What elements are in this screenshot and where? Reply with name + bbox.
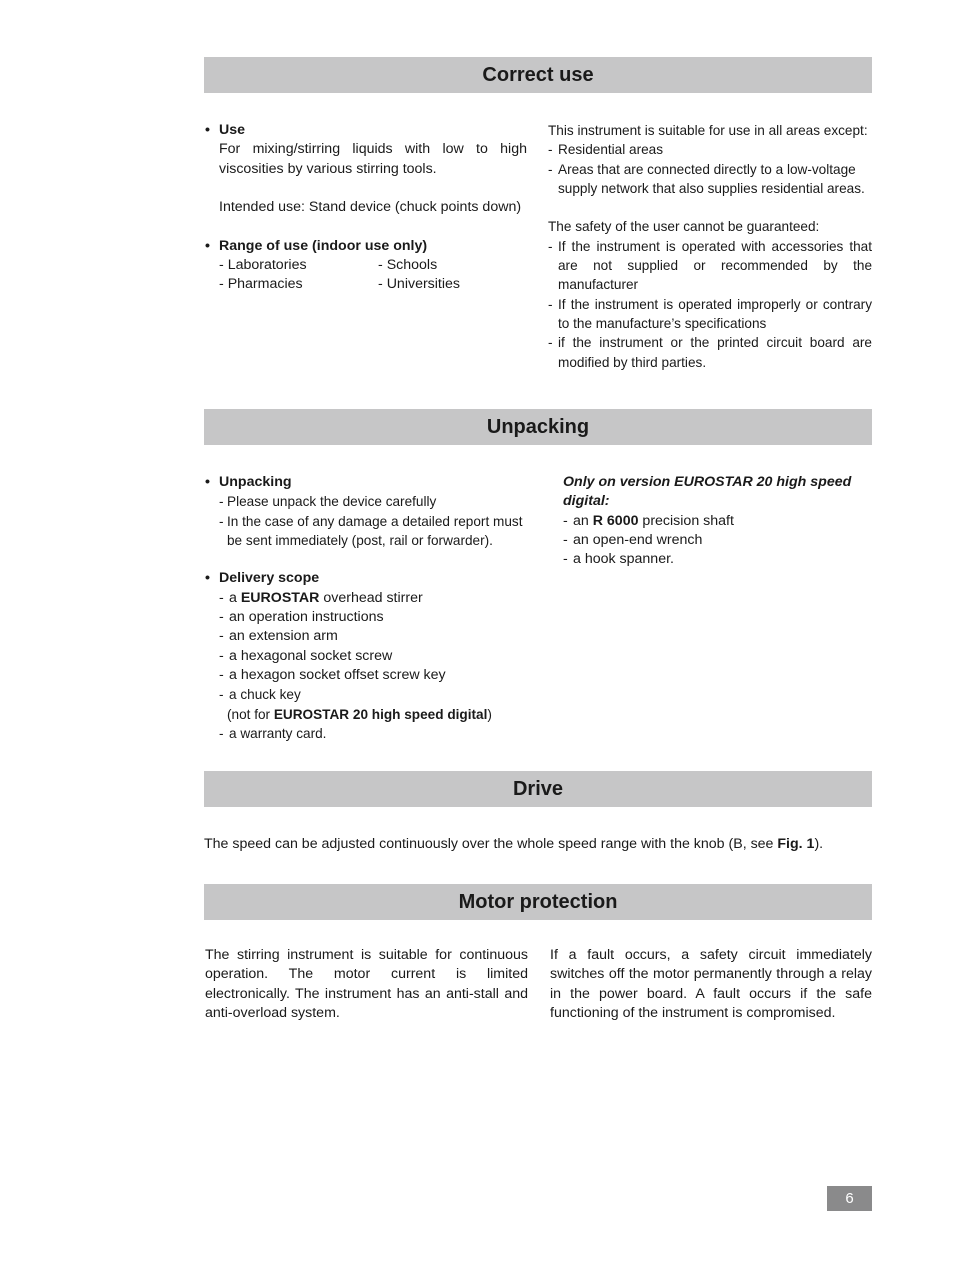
range-item: - Pharmacies xyxy=(219,276,303,293)
bullet-icon: • xyxy=(205,122,210,138)
delivery-item: - an operation instructions xyxy=(219,609,384,626)
safety-intro: The safety of the user cannot be guaranteed: xyxy=(548,219,820,235)
correct-use-right-column xyxy=(548,121,872,372)
range-item: - Universities xyxy=(378,276,461,293)
range-heading: Range of use (indoor use only) xyxy=(219,237,428,254)
section-header-drive: Drive xyxy=(204,771,872,807)
section-header-motor-protection: Motor protection xyxy=(204,884,872,920)
motor-protection-left-text: The stirring instrument is suitable for continuous operation. The motor current is limited electronically. The instrument has an anti-stall and anti-overload system. xyxy=(205,947,528,1021)
safety-item: - If the instrument is operated improperly or contrary to the manufacture’s specifications xyxy=(548,296,872,331)
section-header-unpacking: Unpacking xyxy=(204,409,872,445)
delivery-bullet xyxy=(205,569,535,588)
delivery-item-note: (not for EUROSTAR 20 high speed digital) xyxy=(227,706,492,722)
unpacking-right-column xyxy=(563,473,875,569)
bullet-icon: • xyxy=(205,570,210,587)
bullet-icon: • xyxy=(205,474,210,490)
range-bullet xyxy=(205,237,527,256)
suitable-intro: This instrument is suitable for use in all areas except: xyxy=(548,123,868,138)
unpacking-item: - In the case of any damage a detailed report must be sent immediately (post, rail or forwarder). xyxy=(219,513,523,548)
use-bullet xyxy=(205,121,527,140)
bullet-icon: • xyxy=(205,237,210,254)
page-number: 6 xyxy=(827,1186,872,1211)
delivery-item: - a EUROSTAR overhead stirrer xyxy=(219,589,423,606)
version-item: - a hook spanner. xyxy=(563,551,674,568)
intended-use-text: Intended use: Stand device (chuck points down) xyxy=(219,199,522,216)
unpacking-bullet xyxy=(205,473,535,492)
safety-item: - If the instrument is operated with accessories that are not supplied or recommended by the manufacturer xyxy=(548,238,872,293)
version-item: - an R 6000 precision shaft xyxy=(563,512,734,529)
motor-protection-right-text: If a fault occurs, a safety circuit immediately switches off the motor permanently through a relay in the power board. A fault occurs if the safe functioning of the instrument is compromised. xyxy=(550,947,872,1021)
unpacking-left-column xyxy=(205,473,535,743)
exception-item: - Areas that are connected directly to a low-voltage supply network that also supplies residential areas. xyxy=(548,161,865,196)
correct-use-left-column xyxy=(205,121,527,295)
unpacking-item: - Please unpack the device carefully xyxy=(219,494,437,510)
delivery-item: - a chuck key xyxy=(219,687,301,703)
unpacking-heading: Unpacking xyxy=(219,474,292,490)
safety-item: - if the instrument or the printed circuit board are modified by third parties. xyxy=(548,335,872,370)
use-heading: Use xyxy=(219,122,246,138)
version-heading: Only on version EUROSTAR 20 high speed digital: xyxy=(563,474,852,510)
version-item: - an open-end wrench xyxy=(563,531,703,548)
drive-text: The speed can be adjusted continuously over the whole speed range with the knob (B, see Fig. 1). xyxy=(204,836,824,852)
delivery-item: - an extension arm xyxy=(219,628,338,645)
delivery-item: - a hexagonal socket screw xyxy=(219,647,393,664)
range-item: - Schools xyxy=(378,257,438,274)
use-text: For mixing/stirring liquids with low to high viscosities by various stirring tools. xyxy=(219,141,527,177)
range-item: - Laboratories xyxy=(219,257,307,274)
delivery-heading: Delivery scope xyxy=(219,570,320,587)
range-list xyxy=(205,256,527,295)
delivery-item: - a hexagon socket offset screw key xyxy=(219,666,446,683)
section-header-correct-use: Correct use xyxy=(204,57,872,93)
delivery-item: - a warranty card. xyxy=(219,725,327,741)
exception-item: - Residential areas xyxy=(548,142,664,158)
